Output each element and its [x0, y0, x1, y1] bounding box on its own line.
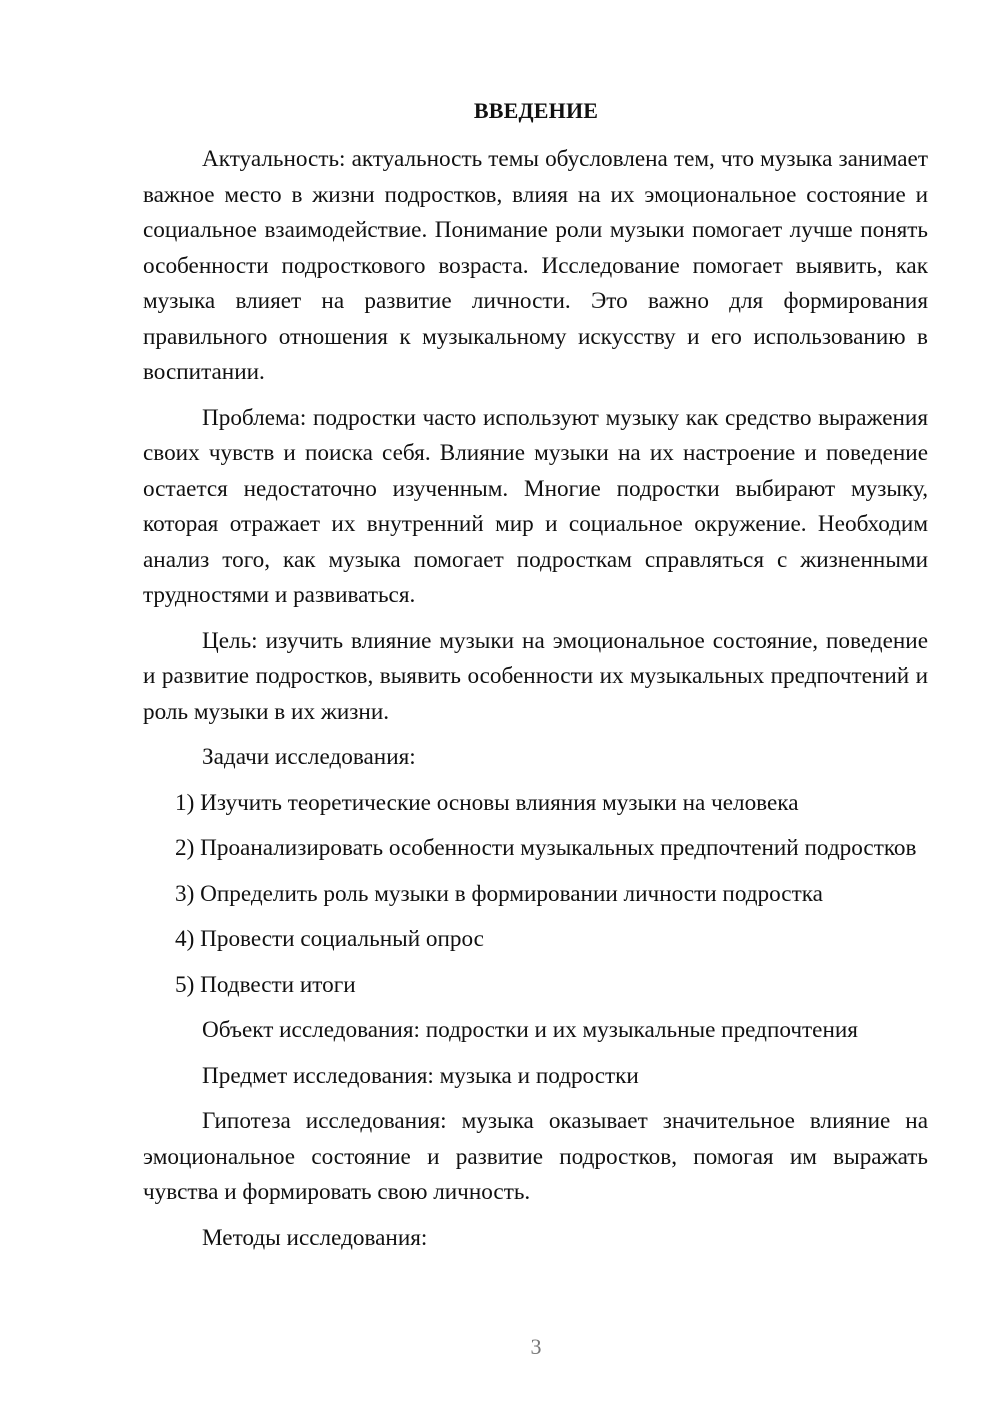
hypothesis-paragraph: Гипотеза исследования: музыка оказывает значительное влияние на эмоциональное состояние и развитие подростков, помогая им выражать чувства и формировать свою личность. [143, 1108, 928, 1205]
object-paragraph: Объект исследования: подростки и их музыкальные предпочтения [202, 1017, 858, 1043]
relevance-paragraph: Актуальность: актуальность темы обусловлена тем, что музыка занимает важное место в жизни подростков, влияя на их эмоциональное состояние и социальное взаимодействие. Понимание роли музыки помогает лучше понять особенности подросткового возраста. Исследование помогает выявить, как музыка влияет на развитие личности. Это важно для формирования правильного отношения к музыкальному искусству и его использованию в воспитании. [143, 146, 928, 385]
methods-heading: Методы исследования: [202, 1224, 428, 1251]
document-body [143, 142, 928, 1266]
subject-paragraph: Предмет исследования: музыка и подростки [202, 1062, 639, 1089]
page-title: ВВЕДЕНИЕ [473, 98, 599, 123]
tasks-list [143, 786, 928, 1004]
tasks-heading: Задачи исследования: [202, 744, 416, 770]
list-item: 1) Изучить теоретические основы влияния музыки на человека [175, 789, 799, 816]
list-item: 2) Проанализировать особенности музыкальных предпочтений подростков [175, 835, 917, 861]
page-number: 3 [530, 1334, 542, 1359]
list-item: 5) Подвести итоги [175, 971, 356, 998]
problem-paragraph: Проблема: подростки часто используют музыку как средство выражения своих чувств и поиска себя. Влияние музыки на их настроение и поведение остается недостаточно изученным. Многие подростки выбирают музыку, которая отражает их внутренний мир и социальное окружение. Необходим анализ того, как музыка помогает подросткам справляться с жизненными трудностями и развиваться. [143, 404, 928, 608]
list-item: 4) Провести социальный опрос [175, 926, 484, 952]
goal-paragraph: Цель: изучить влияние музыки на эмоциональное состояние, поведение и развитие подростков, выявить особенности их музыкальных предпочтений и роль музыки в их жизни. [143, 627, 928, 725]
list-item: 3) Определить роль музыки в формировании личности подростка [175, 880, 823, 907]
